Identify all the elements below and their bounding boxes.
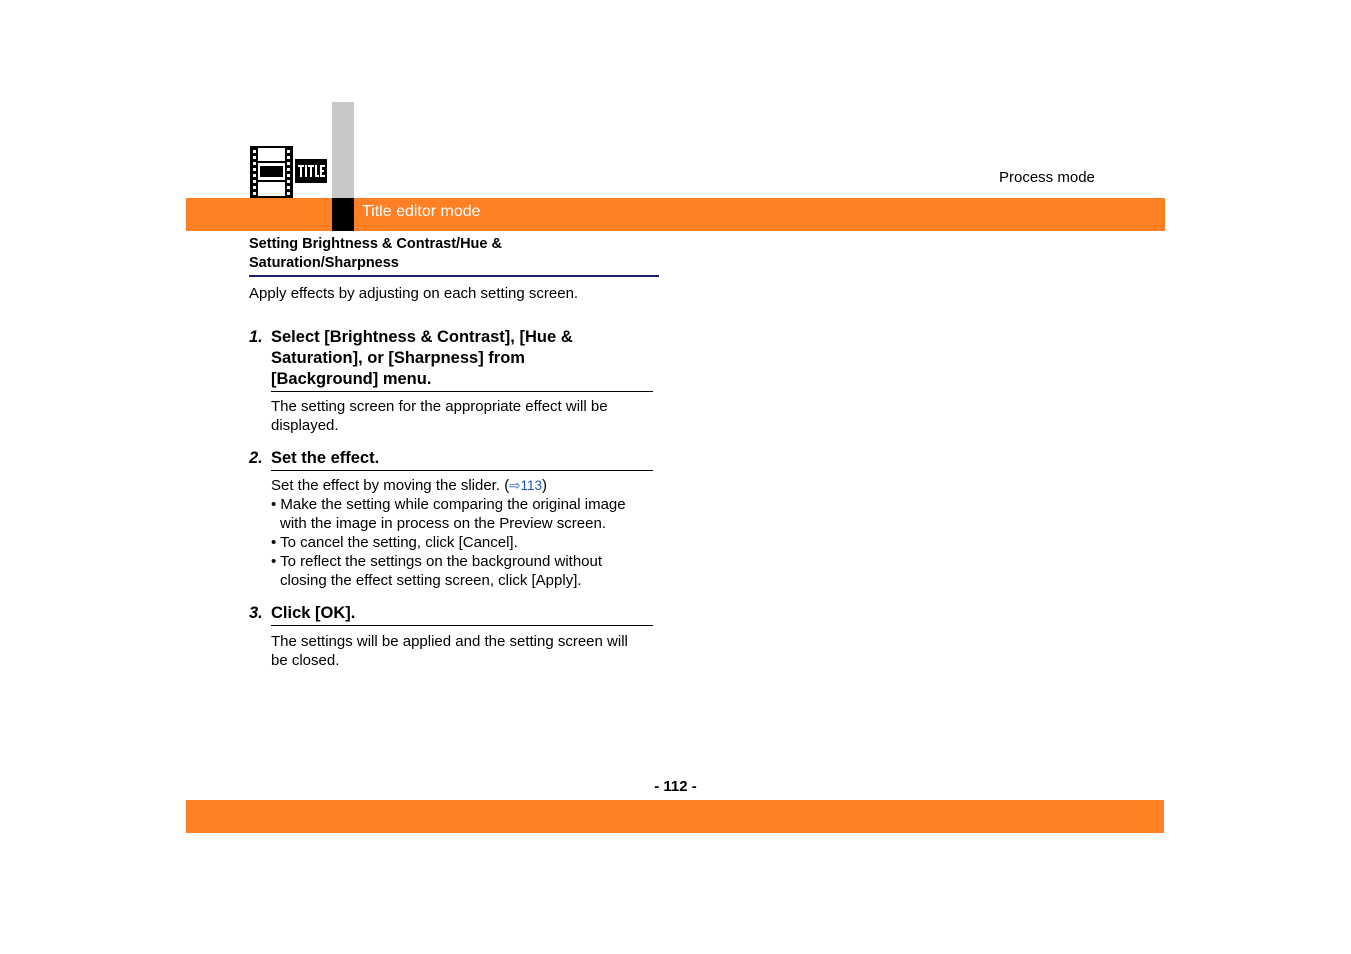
- bullet-item: [271, 533, 656, 552]
- mode-label: Title editor mode: [362, 203, 481, 220]
- section-intro: Apply effects by adjusting on each setting screen.: [249, 285, 579, 302]
- bullet-item: [271, 495, 656, 533]
- step-number: 3.: [249, 604, 263, 622]
- step-title: Click [OK].: [271, 603, 653, 626]
- step-description: [271, 476, 656, 590]
- arrow-right-icon: ⇨: [509, 478, 521, 493]
- step-number: 1.: [249, 328, 263, 346]
- text-line: with the image in process on the Preview screen.: [280, 515, 606, 532]
- header-tab-black: [332, 198, 354, 231]
- step-title: [271, 327, 653, 392]
- section-title-line: Saturation/Sharpness: [249, 255, 399, 271]
- text-line: • Make the setting while comparing the original image: [271, 496, 626, 513]
- step-title-line: Select [Brightness & Contrast], [Hue &: [271, 328, 573, 346]
- bullet-item: [271, 552, 656, 590]
- text-line: displayed.: [271, 417, 339, 434]
- text-segment: Set the effect by moving the slider. (: [271, 477, 510, 494]
- text-line: be closed.: [271, 652, 340, 669]
- step-title-line: Saturation], or [Sharpness] from: [271, 349, 525, 367]
- film-strip-icon: [250, 146, 293, 198]
- text-line: The settings will be applied and the setting screen will: [271, 633, 628, 650]
- page-link[interactable]: [509, 478, 542, 493]
- section-title: [249, 235, 659, 277]
- text-line: closing the effect setting screen, click [Apply].: [280, 572, 582, 589]
- process-mode-label: Process mode: [999, 169, 1095, 186]
- text-line: • To cancel the setting, click [Cancel].: [271, 534, 518, 551]
- text-line: The setting screen for the appropriate effect will be: [271, 398, 608, 415]
- step-description: [271, 632, 656, 670]
- footer-bar: [186, 800, 1164, 833]
- header-tab-gray: [332, 102, 354, 198]
- page-number: - 112 -: [654, 778, 697, 795]
- text-line: • To reflect the settings on the background without: [271, 553, 603, 570]
- title-icon: [295, 159, 327, 183]
- text-line: [271, 476, 656, 495]
- step-title-line: [Background] menu.: [271, 370, 432, 388]
- step-title: Set the effect.: [271, 448, 653, 471]
- section-title-line: Setting Brightness & Contrast/Hue &: [249, 236, 502, 252]
- step-description: [271, 397, 656, 435]
- link-page-number: 113: [520, 478, 543, 493]
- step-number: 2.: [249, 449, 263, 467]
- text-segment: ): [542, 477, 548, 494]
